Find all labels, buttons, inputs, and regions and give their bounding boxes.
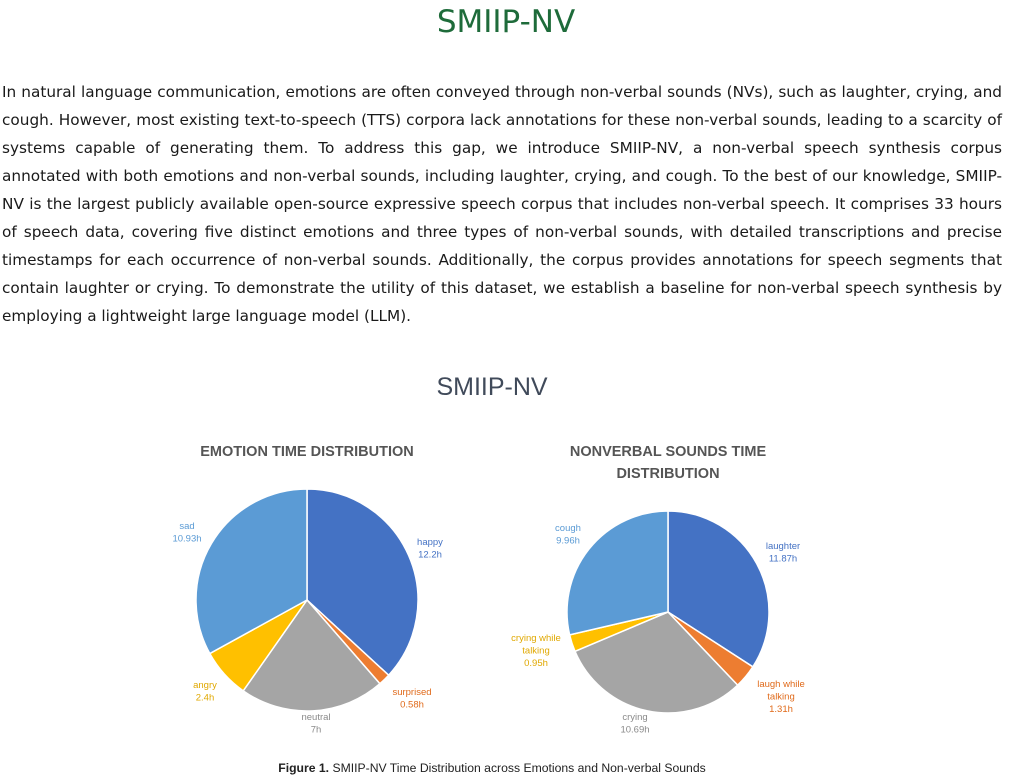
data-label-value: 10.69h <box>620 724 650 736</box>
figure-title: SMIIP-NV <box>436 373 548 401</box>
data-label-name: happy <box>417 537 443 548</box>
intro-paragraph: In natural language communication, emotions are often conveyed through non-verbal sounds (NVs), such as laughter, crying, and cough. However, most existing text-to-speech (TTS) corpora lack annotations for these non-verbal sounds, leading to a scarcity of systems capable of generating them. To address this gap, we introduce SMIIP-NV, a non-verbal speech synthesis corpus annotated with both emotions and non-verbal sounds, including laughter, crying, and cough. To the best of our knowledge, SMIIP-NV is the largest publicly available open-source expressive speech corpus that includes non-verbal speech. It comprises 33 hours of speech data, covering five distinct emotions and three types of non-verbal sounds, with detailed transcriptions and precise timestamps for each occurrence of non-verbal sounds. Additionally, the corpus provides annotations for speech segments that contain laughter or crying. To demonstrate the utility of this dataset, we establish a baseline for non-verbal speech synthesis by employing a lightweight large language model (LLM). <box>2 83 1002 325</box>
figure-svg <box>0 362 1012 779</box>
data-label-crying-while-talking <box>511 633 561 669</box>
data-label-crying <box>620 712 649 736</box>
data-label-angry <box>193 680 217 704</box>
data-label-name: talking <box>522 645 550 657</box>
data-label-name: crying while <box>511 633 561 644</box>
data-label-laugh-while-talking <box>757 679 805 715</box>
chart-title-line: DISTRIBUTION <box>616 466 720 482</box>
data-label-value: 7h <box>310 724 322 736</box>
data-label-name: crying <box>622 712 648 723</box>
chart-title-line: NONVERBAL SOUNDS TIME <box>569 444 767 460</box>
data-label-name: talking <box>767 691 795 703</box>
data-label-name: cough <box>555 523 581 534</box>
data-label-value: 10.93h <box>172 533 202 545</box>
data-label-value: 9.96h <box>556 535 580 547</box>
data-label-name: laugh while <box>757 679 805 690</box>
emotion-chart-title <box>200 444 413 460</box>
figure-caption <box>278 761 705 775</box>
data-label-surprised <box>392 687 431 711</box>
data-label-name: angry <box>193 680 217 691</box>
data-label-value: 2.4h <box>195 692 215 704</box>
emotion-pie-chart <box>172 444 443 736</box>
figure <box>0 362 1012 779</box>
data-label-cough <box>555 523 581 547</box>
data-label-value: 0.95h <box>524 658 548 669</box>
data-label-value: 0.58h <box>400 699 424 711</box>
data-label-value: 1.31h <box>769 704 793 715</box>
nonverbal-pie-chart <box>511 444 805 736</box>
data-label-name: laughter <box>765 541 801 552</box>
chart-title-line: EMOTION TIME DISTRIBUTION <box>200 444 414 460</box>
caption-label: Figure 1. <box>278 761 330 775</box>
page-title: SMIIP-NV <box>436 4 576 40</box>
data-label-value: 11.87h <box>768 553 798 565</box>
data-label-value: 12.2h <box>418 549 442 561</box>
caption-text: SMIIP-NV Time Distribution across Emotions and Non-verbal Sounds <box>329 761 706 775</box>
data-label-happy <box>417 537 443 561</box>
data-label-name: neutral <box>301 712 331 723</box>
data-label-name: surprised <box>392 687 432 698</box>
data-label-neutral <box>301 712 330 736</box>
data-label-name: sad <box>179 521 195 532</box>
data-label-sad <box>172 521 201 545</box>
nonverbal-chart-title <box>570 444 767 482</box>
data-label-laughter <box>766 541 800 565</box>
